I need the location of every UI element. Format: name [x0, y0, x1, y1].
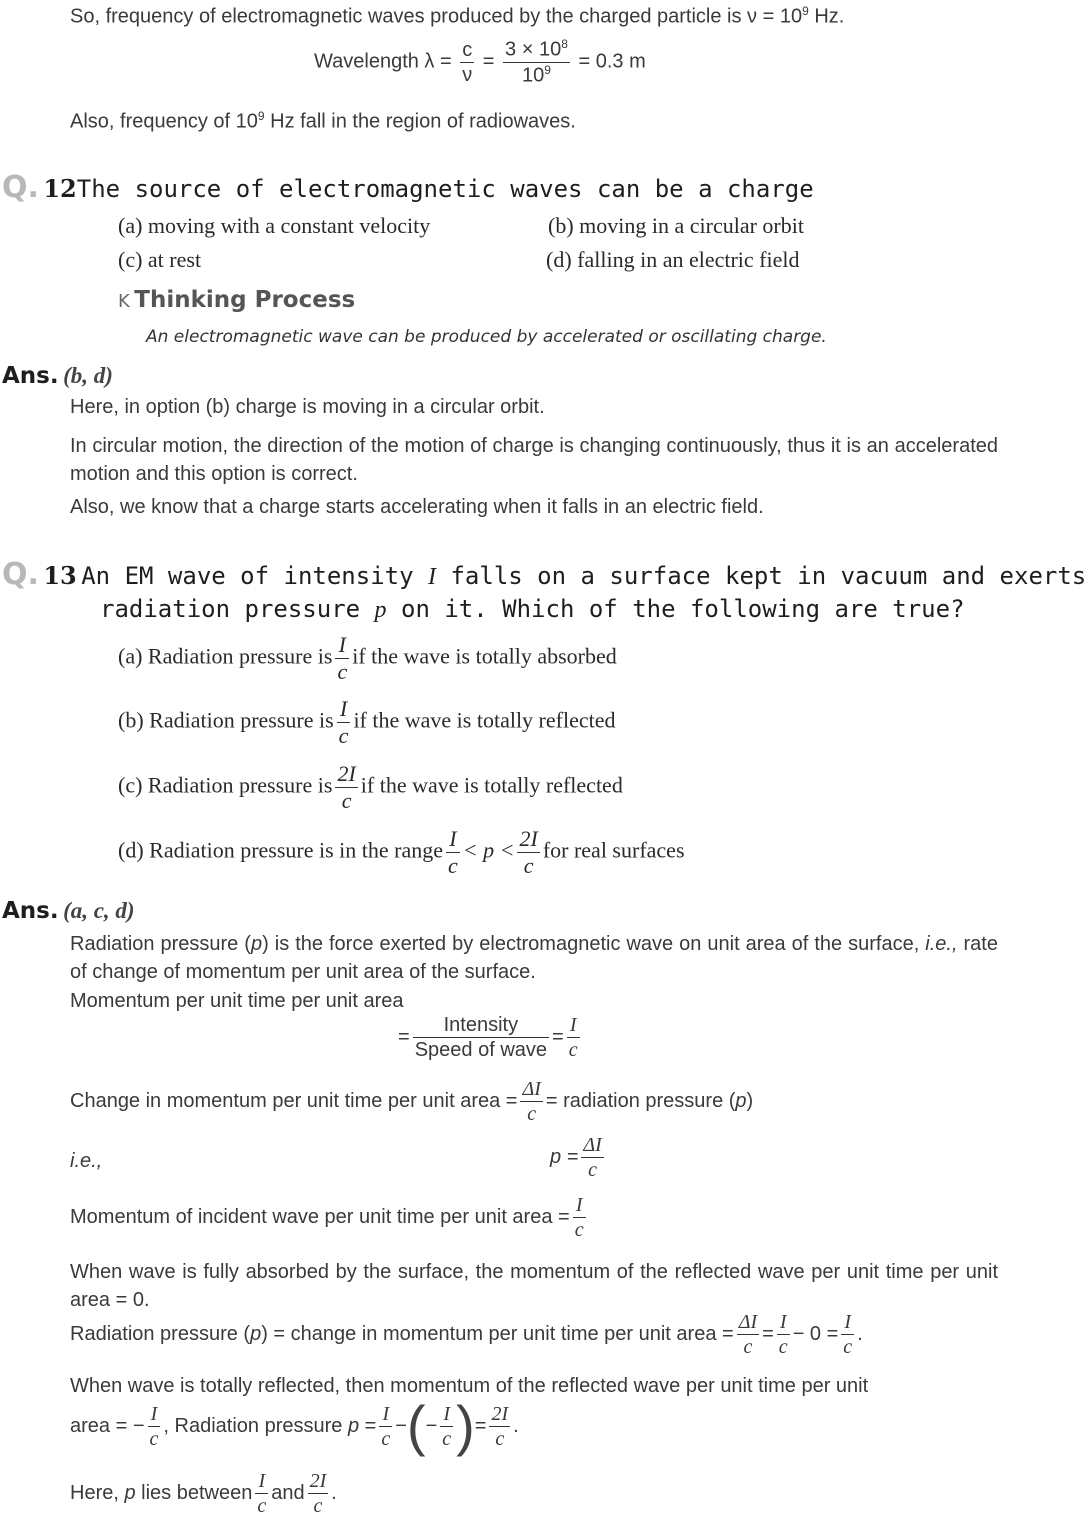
q13-question-line-2: radiation pressure p on it. Which of the following are true? — [100, 595, 965, 623]
sol13-para-7: When wave is totally reflected, then momentum of the reflected wave per unit time per unit — [70, 1375, 869, 1397]
question-text: The source of electromagnetic waves can be a charge — [76, 175, 814, 203]
sol13-para-5: When wave is fully absorbed by the surface, the momentum of the reflected wave per unit time per unit area = 0. — [70, 1261, 998, 1311]
thinking-process-title: Thinking Process — [134, 287, 356, 313]
q13-heading: Q. 13 An EM wave of intensity I falls on a surface kept in vacuum and exerts — [2, 557, 1086, 592]
answer-value: (a, c, d) — [63, 898, 135, 923]
sol13-para-1: Radiation pressure (p) is the force exerted by electromagnetic wave on unit area of the surface, i.e., rate of change of momentum per unit area of the surface. — [70, 933, 998, 983]
thinking-process-heading — [118, 287, 355, 313]
q12-option-a: (a) moving with a constant velocity — [118, 213, 431, 238]
thinking-process-icon: K — [118, 291, 130, 312]
answer-value: (b, d) — [63, 363, 113, 388]
question-label: Q. — [2, 170, 39, 205]
prev-line-3: Also, frequency of $10^9$ Hz fall in the region of radiowaves. — [70, 109, 576, 133]
q13-answer — [2, 898, 135, 924]
q12-heading — [2, 170, 814, 205]
prev-line-1-text: So, frequency of electromagnetic waves produced by the charged particle is ν = 10 — [70, 5, 803, 28]
sol13-para-9: Here, p lies between $\frac{I}{c}$ and $\frac{2I}{c}$ . — [70, 1470, 337, 1517]
q12-solution-1: Here, in option (b) charge is moving in a circular orbit. — [70, 396, 545, 418]
prev-line-1 — [70, 4, 844, 29]
answer-label: Ans. — [2, 363, 59, 389]
sol13-para-8: area = − $\frac{I}{c}$ , Radiation pressure p = $\frac{I}{c}$ −(− $\frac{I}{c}$ )= $\frac{2I}{c}$ . — [70, 1394, 519, 1458]
thinking-process-text: An electromagnetic wave can be produced by accelerated or oscillating charge. — [146, 327, 827, 347]
wavelength-equation — [314, 38, 646, 86]
question-label: Q. — [2, 557, 39, 592]
q12-option-c: (c) at rest — [118, 247, 202, 272]
equals: = — [482, 50, 495, 73]
q12-option-d: (d) falling in an electric field — [546, 247, 800, 272]
question-number: 13 — [43, 561, 77, 590]
wavelength-result: = 0.3 m — [578, 50, 646, 73]
sol13-ie-label: i.e., — [70, 1150, 103, 1172]
answer-label: Ans. — [2, 898, 59, 924]
sol13-para-3: Change in momentum per unit time per unit area = $\frac{\Delta I}{c}$ = radiation pressure (p) — [70, 1078, 754, 1125]
q12-answer — [2, 363, 113, 389]
sol13-eq-pressure: p = $\frac{\Delta I}{c}$ — [550, 1134, 602, 1181]
q12-solution-3: Also, we know that a charge starts accelerating when it falls in an electric field. — [70, 496, 764, 518]
q12-option-b: (b) moving in a circular orbit — [548, 213, 804, 238]
q13-option-b: (b) Radiation pressure is $\frac{I}{c}$ if the wave is totally reflected — [118, 696, 616, 749]
prev-line-1-exp: 9 — [802, 4, 809, 18]
q12-solution-2: In circular motion, the direction of the motion of charge is changing continuously, thus it is an accelerated motion and this option is correct. — [70, 435, 998, 485]
q13-option-c: (c) Radiation pressure is $\frac{2I}{c}$ if the wave is totally reflected — [118, 761, 623, 814]
sol13-para-6: Radiation pressure (p) = change in momentum per unit time per unit area = $\frac{\Delta I}{c}$ = $\frac{I}{c}$ − 0 = $\frac{I}{c}$ . — [70, 1311, 863, 1358]
wavelength-label: Wavelength λ = — [314, 50, 452, 73]
wavelength-fraction: $\frac{3 \times 10^8}{10^9}$ — [505, 37, 568, 87]
q13-option-d: (d) Radiation pressure is in the range $\frac{I}{c}$ < p < $\frac{2I}{c}$ for real surfaces — [118, 826, 685, 879]
prev-line-1-unit: Hz. — [808, 5, 845, 28]
sol13-eq-momentum: = $\frac{\text{Intensity}}{\text{Speed of wave}}$ = $\frac{I}{c}$ — [398, 1014, 578, 1061]
sol13-para-2: Momentum per unit time per unit area — [70, 990, 404, 1012]
question-number: 12 — [43, 174, 77, 203]
c-over-nu: $\frac{c}{\nu}$ — [462, 38, 473, 86]
q13-option-a: (a) Radiation pressure is $\frac{I}{c}$ if the wave is totally absorbed — [118, 632, 617, 685]
sol13-para-4: Momentum of incident wave per unit time per unit area = $\frac{I}{c}$ — [70, 1194, 584, 1241]
